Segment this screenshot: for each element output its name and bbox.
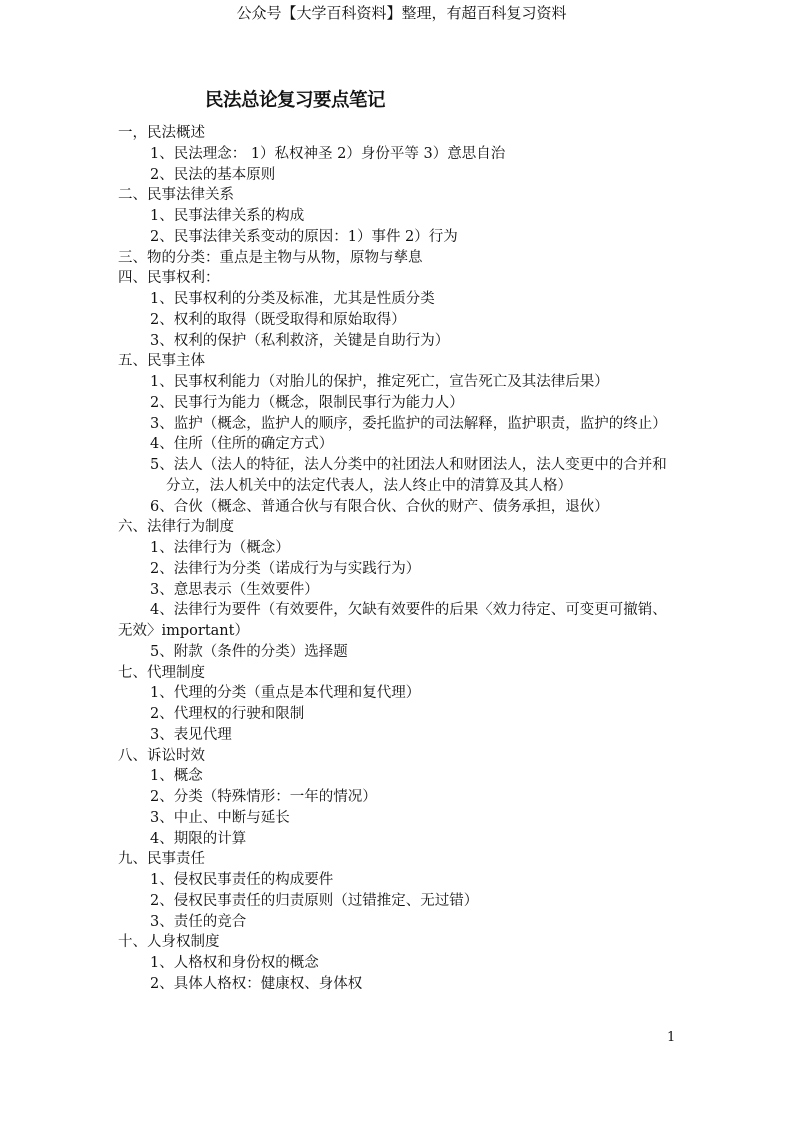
list-item: 4、期限的计算 [150, 830, 247, 847]
section-heading: 无效〉important） [118, 623, 249, 639]
list-item: 2、权利的取得（既受取得和原始取得） [150, 311, 406, 328]
list-item: 2、具体人格权：健康权、身体权 [150, 975, 363, 992]
page-number: 1 [667, 1030, 676, 1045]
list-item: 6、合伙（概念、普通合伙与有限合伙、合伙的财产、债务承担，退伙） [150, 498, 609, 515]
list-item: 3、权利的保护（私利救济，关键是自助行为） [150, 332, 450, 349]
section-heading: 五、民事主体 [118, 353, 205, 370]
page-header: 公众号【大学百科资料】整理，有超百科复习资料 [236, 4, 567, 22]
list-item: 3、责任的竞合 [150, 913, 247, 930]
list-item-continuation: 分立，法人机关中的法定代表人，法人终止中的清算及其人格） [166, 477, 572, 494]
list-item: 3、意思表示（生效要件） [150, 581, 319, 598]
section-heading: 二、民事法律关系 [118, 187, 234, 204]
section-heading: 一，民法概述 [118, 125, 205, 141]
list-item: 2、民法的基本原则 [150, 166, 276, 183]
list-item: 2、代理权的行驶和限制 [150, 706, 305, 722]
list-item: 5、法人（法人的特征，法人分类中的社团法人和财团法人，法人变更中的合并和 [150, 457, 667, 473]
list-item: 5、附款（条件的分类）选择题 [150, 643, 348, 660]
document-title: 民法总论复习要点笔记 [205, 90, 386, 111]
list-item: 2、分类（特殊情形：一年的情况） [150, 789, 377, 805]
section-heading: 三、物的分类：重点是主物与从物，原物与孳息 [118, 249, 423, 266]
section-heading: 十、人身权制度 [118, 934, 220, 951]
list-item: 4、住所（住所的确定方式） [150, 436, 334, 453]
list-item: 2、民事法律关系变动的原因：1）事件 2）行为 [150, 228, 458, 245]
list-item: 1、概念 [150, 768, 203, 785]
section-heading: 九、民事责任 [118, 851, 205, 868]
list-item: 2、法律行为分类（诺成行为与实践行为） [150, 560, 421, 577]
list-item: 3、监护（概念，监护人的顺序，委托监护的司法解释，监护职责，监护的终止） [150, 415, 667, 432]
list-item: 1、代理的分类（重点是本代理和复代理） [150, 685, 421, 702]
list-item: 1、侵权民事责任的构成要件 [150, 872, 334, 888]
list-item: 1、民事权利的分类及标准，尤其是性质分类 [150, 291, 435, 307]
list-item: 1、民事法律关系的构成 [150, 208, 305, 224]
list-item: 2、民事行为能力（概念，限制民事行为能力人） [150, 394, 464, 411]
section-heading: 八、诉讼时效 [118, 747, 205, 764]
list-item: 3、中止、中断与延长 [150, 809, 290, 826]
list-item: 2、侵权民事责任的归责原则（过错推定、无过错） [150, 892, 479, 909]
list-item: 1、民法理念： 1）私权神圣 2）身份平等 3）意思自治 [150, 145, 506, 162]
list-item: 3、表见代理 [150, 726, 232, 743]
list-item: 1、民事权利能力（对胎儿的保护，推定死亡，宣告死亡及其法律后果） [150, 374, 609, 390]
section-heading: 四、民事权利： [118, 270, 220, 287]
section-heading: 七、代理制度 [118, 664, 205, 681]
list-item: 1、法律行为（概念） [150, 540, 290, 556]
list-item: 1、人格权和身份权的概念 [150, 955, 319, 971]
document-body [118, 123, 738, 995]
list-item: 4、法律行为要件（有效要件，欠缺有效要件的后果〈效力待定、可变更可撤销、 [150, 602, 667, 619]
section-heading: 六、法律行为制度 [118, 519, 234, 536]
